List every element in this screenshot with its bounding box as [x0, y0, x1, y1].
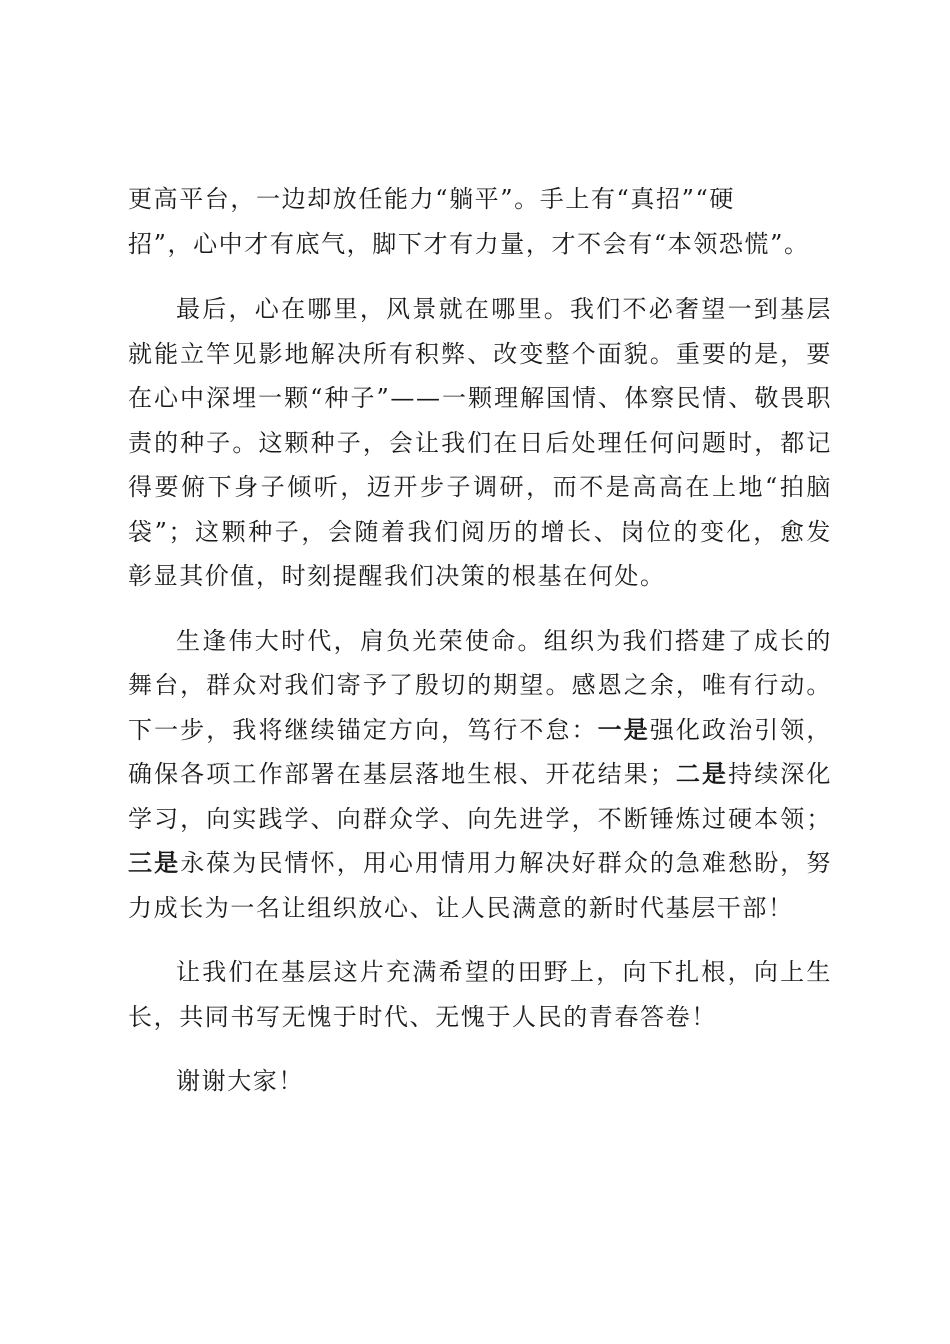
- paragraph-next-steps: [128, 619, 832, 931]
- text-segment: 强化政治引领，确保各项工作部署在基层落地生根、开花结果；: [128, 715, 832, 788]
- paragraph-thanks: 谢谢大家！: [176, 1067, 304, 1095]
- text-line: 更高平台，一边却放任能力“躺平”。手上有“真招”“硬: [128, 185, 735, 213]
- text-segment: 生逢伟大时代，肩负光荣使命。组织为我们搭建了成长的舞台，群众对我们寄予了殷切的期望。感恩之余，唯有行动。下一步，我将继续锚定方向，笃行不怠：: [128, 626, 832, 744]
- bold-marker-first: 一是: [597, 714, 650, 744]
- text-line: 招”，心中才有底气，脚下才有力量，才不会有“本领恐慌”。: [128, 229, 810, 258]
- document-page: [128, 177, 832, 1124]
- paragraph-continuation: [128, 177, 832, 266]
- bold-marker-second: 二是: [675, 759, 729, 788]
- paragraph-conclusion-seed: 最后，心在哪里，风景就在哪里。我们不必奢望一到基层就能立竿见影地解决所有积弊、改变整个面貌。重要的是，要在心中深埋一颗“种子”——一颗理解国情、体察民情、敬畏职责的种子。这颗种子，会让我们在日后处理任何问题时，都记得要俯下身子倾听，迈开步子调研，而不是高高在上地“拍脑袋”；这颗种子，会随着我们阅历的增长、岗位的变化，愈发彰显其价值，时刻提醒我们决策的根基在何处。: [128, 295, 832, 590]
- text-segment: 永葆为民情怀，用心用情用力解决好群众的急难愁盼，努力成长为一名让组织放心、让人民满意的新时代基层干部！: [128, 849, 832, 922]
- bold-marker-third: 三是: [128, 848, 181, 877]
- text-segment: 持续深化学习，向实践学、向群众学、向先进学，不断锤炼过硬本领；: [128, 760, 832, 833]
- paragraph-call-to-action: 让我们在基层这片充满希望的田野上，向下扎根，向上生长，共同书写无愧于时代、无愧于人民的青春答卷！: [128, 958, 832, 1031]
